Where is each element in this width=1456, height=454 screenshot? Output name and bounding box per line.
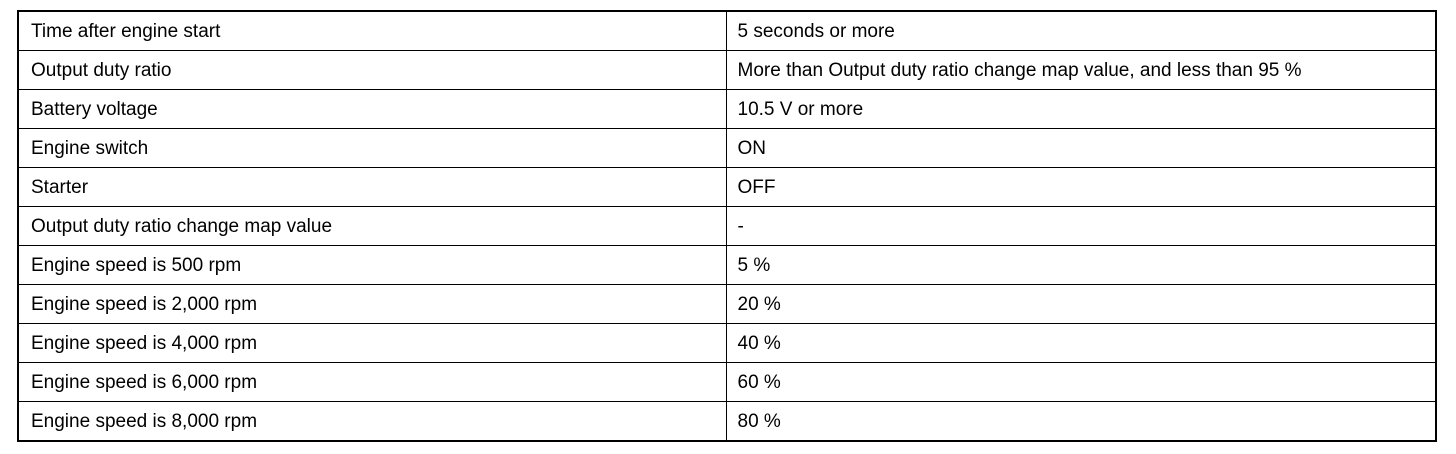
row-label: Engine speed is 500 rpm: [18, 246, 726, 285]
row-label: Engine speed is 6,000 rpm: [18, 363, 726, 402]
row-value: More than Output duty ratio change map value, and less than 95 %: [726, 51, 1436, 90]
row-value: OFF: [726, 168, 1436, 207]
row-value: 5 %: [726, 246, 1436, 285]
row-label: Output duty ratio: [18, 51, 726, 90]
row-value: 20 %: [726, 285, 1436, 324]
row-value: ON: [726, 129, 1436, 168]
row-value: 60 %: [726, 363, 1436, 402]
row-label: Battery voltage: [18, 90, 726, 129]
row-label: Engine speed is 8,000 rpm: [18, 402, 726, 442]
row-value: 40 %: [726, 324, 1436, 363]
table-row: [18, 324, 1436, 363]
table-row: [18, 363, 1436, 402]
table-row: [18, 246, 1436, 285]
table-row: [18, 51, 1436, 90]
row-label: Starter: [18, 168, 726, 207]
table-row: [18, 402, 1436, 442]
row-label: Engine speed is 4,000 rpm: [18, 324, 726, 363]
table-body: [18, 11, 1436, 441]
table-row: [18, 285, 1436, 324]
row-value: 10.5 V or more: [726, 90, 1436, 129]
row-label: Output duty ratio change map value: [18, 207, 726, 246]
row-value: -: [726, 207, 1436, 246]
table-row: [18, 129, 1436, 168]
row-label: Time after engine start: [18, 11, 726, 51]
table-row: [18, 207, 1436, 246]
row-value: 5 seconds or more: [726, 11, 1436, 51]
table-row: [18, 168, 1436, 207]
table-row: [18, 90, 1436, 129]
row-label: Engine switch: [18, 129, 726, 168]
row-value: 80 %: [726, 402, 1436, 442]
table-row: [18, 11, 1436, 51]
condition-table: [17, 10, 1437, 442]
row-label: Engine speed is 2,000 rpm: [18, 285, 726, 324]
